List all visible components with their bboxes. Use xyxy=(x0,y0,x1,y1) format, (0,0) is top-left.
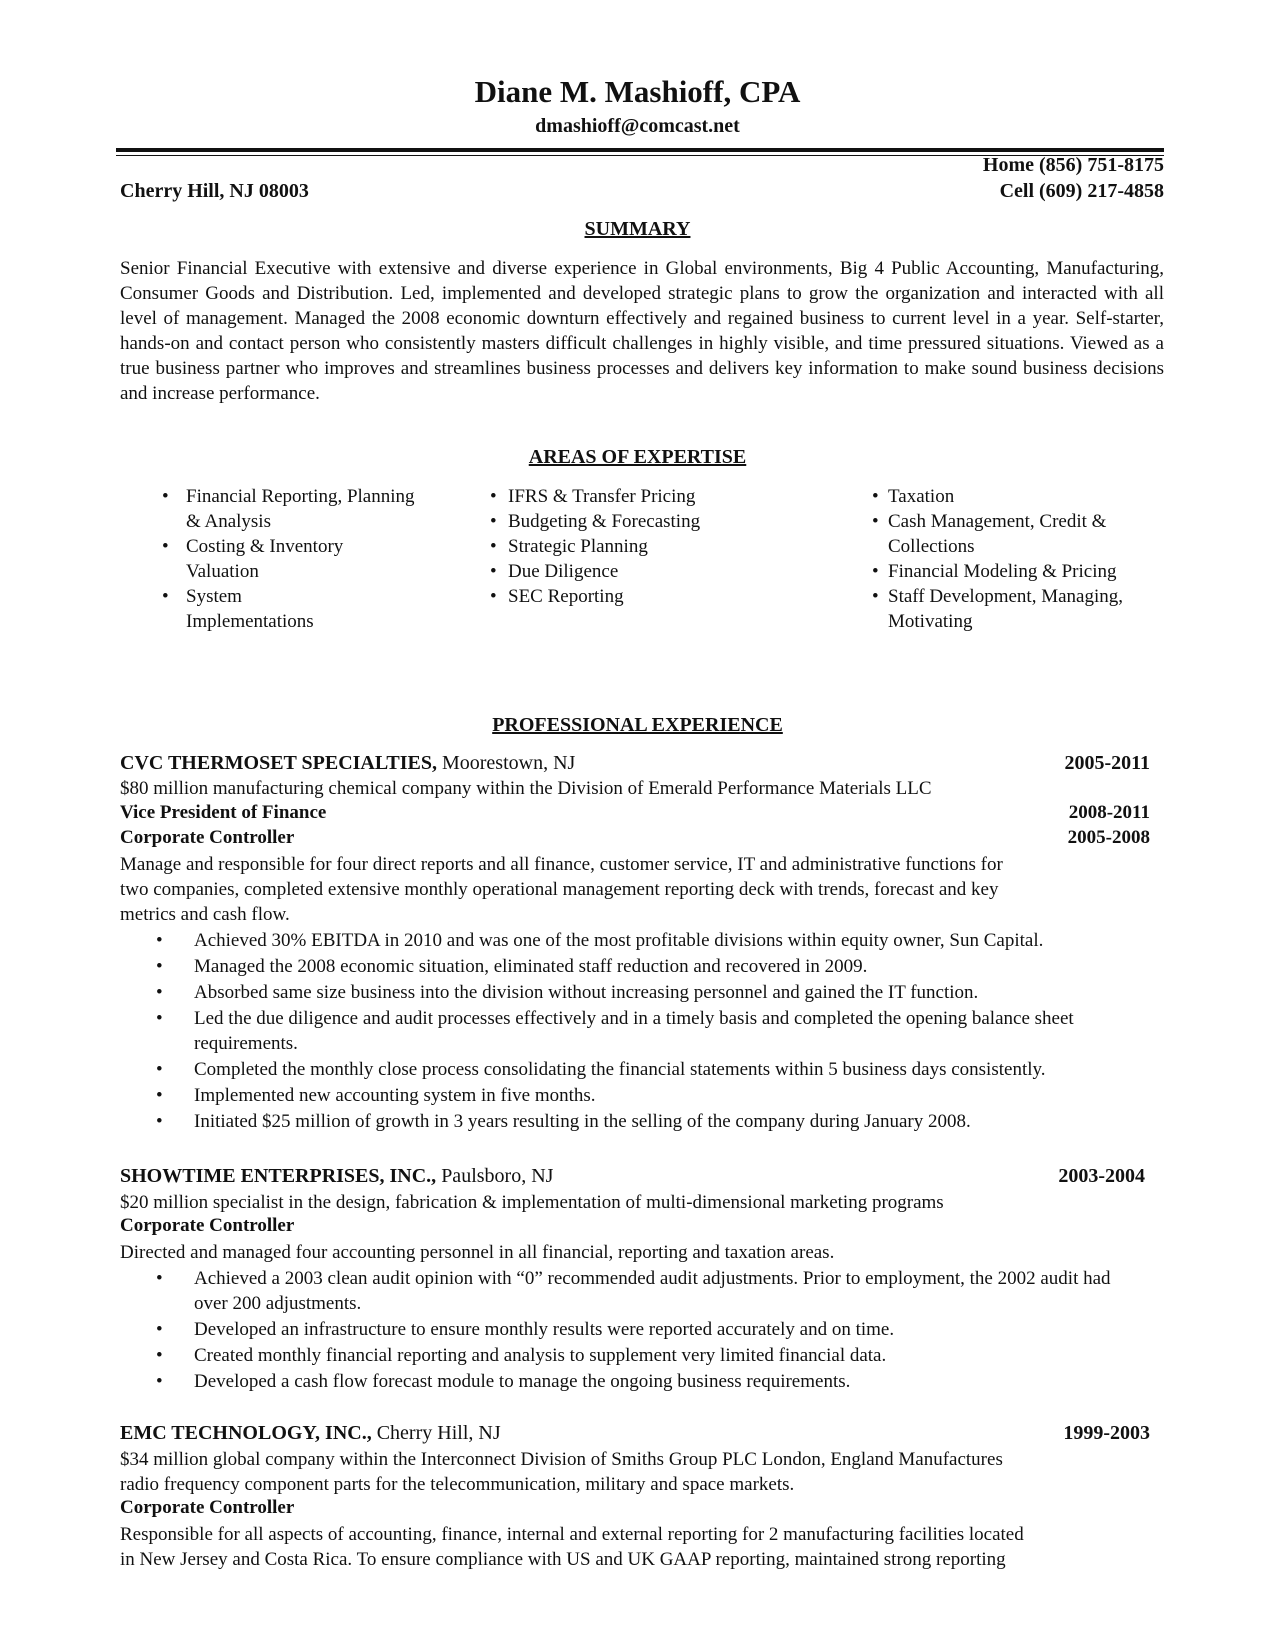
list-item: • Strategic Planning xyxy=(486,534,766,559)
company-name: SHOWTIME ENTERPRISES, INC., xyxy=(120,1165,437,1187)
list-item: • Achieved 30% EBITDA in 2010 and was one of the most profitable divisions within equity owner, Sun Capital. xyxy=(156,928,1176,953)
cell-phone: Cell (609) 217-4858 xyxy=(999,180,1164,202)
list-item: • Led the due diligence and audit processes effectively and in a timely basis and completed the opening balance sheet requirements. xyxy=(156,1006,1154,1056)
list-item: • Managed the 2008 economic situation, eliminated staff reduction and recovered in 2009. xyxy=(156,954,1176,979)
job-summary-line: Responsible for all aspects of accounting, finance, internal and external reporting for 2 manufacturing facilities located xyxy=(120,1524,1024,1545)
job-role xyxy=(120,1497,1150,1519)
job-role xyxy=(120,1215,1150,1237)
header-rule-thick xyxy=(116,148,1164,152)
job-role xyxy=(120,802,1150,824)
list-item: • SEC Reporting xyxy=(486,584,766,609)
role-title: Corporate Controller xyxy=(120,1215,295,1236)
role-title: Corporate Controller xyxy=(120,1497,295,1518)
company-description: $80 million manufacturing chemical company within the Division of Emerald Performance Materials LLC xyxy=(120,778,932,799)
job-header-cvc xyxy=(120,752,1150,775)
home-phone: Home (856) 751-8175 xyxy=(982,154,1164,176)
summary-text: Senior Financial Executive with extensive and diverse experience in Global environments, Big 4 Public Accounting, Manufacturing, Consumer Goods and Distribution. Led, implemented and developed strategic plans to grow the organization and interacted with all level of management. Managed the 2008 economic downturn effectively and regained business to current level in a year. Self-starter, hands-on and contact person who consistently masters difficult challenges in highly visible, and time pressured situations. Viewed as a true business partner who improves and streamlines business processes and delivers key information to make sound business decisions and increase performance. xyxy=(120,258,1164,404)
list-item: • Financial Reporting, Planning & Analysis xyxy=(158,484,418,534)
job-bullets-cvc xyxy=(156,928,1176,1135)
company-description: $20 million specialist in the design, fabrication & implementation of multi-dimensional marketing programs xyxy=(120,1192,944,1213)
role-title: Vice President of Finance xyxy=(120,802,327,823)
job-summary-line: metrics and cash flow. xyxy=(120,904,290,925)
list-item: • Financial Modeling & Pricing xyxy=(872,559,1137,584)
expertise-column-1 xyxy=(158,484,418,634)
job-years: 2003-2004 xyxy=(1058,1165,1145,1187)
expertise-column-3 xyxy=(872,484,1137,634)
list-item: • Initiated $25 million of growth in 3 years resulting in the selling of the company during January 2008. xyxy=(156,1109,1176,1134)
list-item: • Taxation xyxy=(872,484,1137,509)
expertise-heading: AREAS OF EXPERTISE xyxy=(528,446,747,468)
list-item: • Created monthly financial reporting and analysis to supplement very limited financial data. xyxy=(156,1343,1176,1368)
role-title: Corporate Controller xyxy=(120,827,295,848)
job-header-showtime xyxy=(120,1165,1145,1188)
company-description-line: radio frequency component parts for the telecommunication, military and space markets. xyxy=(120,1474,795,1495)
candidate-email: dmashioff@comcast.net xyxy=(535,115,740,137)
list-item: • Cash Management, Credit & Collections xyxy=(872,509,1137,559)
list-item: • Implemented new accounting system in five months. xyxy=(156,1083,1176,1108)
company-location: Moorestown, NJ xyxy=(441,752,576,774)
list-item: • Achieved a 2003 clean audit opinion with “0” recommended audit adjustments. Prior to employment, the 2002 audit had over 200 adjustments. xyxy=(156,1266,1114,1316)
job-summary-line: Directed and managed four accounting personnel in all financial, reporting and taxation areas. xyxy=(120,1242,835,1263)
list-item: • IFRS & Transfer Pricing xyxy=(486,484,766,509)
role-years: 2008-2011 xyxy=(1068,802,1150,823)
company-location: Paulsboro, NJ xyxy=(441,1165,554,1187)
job-header-emc xyxy=(120,1422,1150,1445)
candidate-name: Diane M. Mashioff, CPA xyxy=(474,74,801,109)
job-role xyxy=(120,827,1150,849)
list-item: • Developed an infrastructure to ensure monthly results were reported accurately and on time. xyxy=(156,1317,1176,1342)
job-summary-line: in New Jersey and Costa Rica. To ensure compliance with US and UK GAAP reporting, maintained strong reporting xyxy=(120,1549,1006,1570)
job-bullets-showtime xyxy=(156,1266,1176,1395)
expertise-column-2 xyxy=(486,484,766,609)
list-item: • Due Diligence xyxy=(486,559,766,584)
candidate-location: Cherry Hill, NJ 08003 xyxy=(120,180,309,202)
job-years: 2005-2011 xyxy=(1064,752,1150,774)
company-name: CVC THERMOSET SPECIALTIES, xyxy=(120,752,437,774)
list-item: • Budgeting & Forecasting xyxy=(486,509,766,534)
list-item: • Developed a cash flow forecast module to manage the ongoing business requirements. xyxy=(156,1369,1176,1394)
list-item: • Staff Development, Managing, Motivating xyxy=(872,584,1137,634)
company-name: EMC TECHNOLOGY, INC., xyxy=(120,1422,372,1444)
list-item: • Costing & Inventory Valuation xyxy=(158,534,418,584)
summary-heading: SUMMARY xyxy=(584,218,691,240)
experience-heading: PROFESSIONAL EXPERIENCE xyxy=(492,714,783,736)
job-summary-line: Manage and responsible for four direct reports and all finance, customer service, IT and administrative functions for xyxy=(120,854,1003,875)
role-years: 2005-2008 xyxy=(1067,827,1150,848)
list-item: • Completed the monthly close process consolidating the financial statements within 5 business days consistently. xyxy=(156,1057,1176,1082)
company-location: Cherry Hill, NJ xyxy=(376,1422,501,1444)
list-item: • Absorbed same size business into the division without increasing personnel and gained the IT function. xyxy=(156,980,1176,1005)
job-years: 1999-2003 xyxy=(1063,1422,1150,1444)
list-item: • System Implementations xyxy=(158,584,316,634)
company-description-line: $34 million global company within the Interconnect Division of Smiths Group PLC London, England Manufactures xyxy=(120,1449,1003,1470)
job-summary-line: two companies, completed extensive monthly operational management reporting deck with trends, forecast and key xyxy=(120,879,999,900)
